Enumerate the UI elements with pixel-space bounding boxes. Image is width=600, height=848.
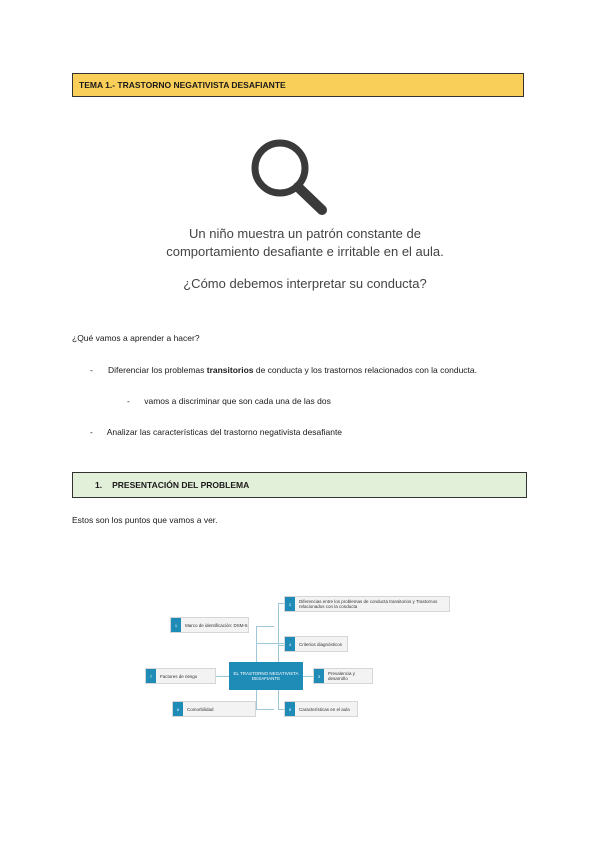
node-number: 5 [285,702,295,716]
topic-title-box [72,73,524,97]
intro-question: ¿Cómo debemos interpretar su conducta? [183,276,427,291]
magnifying-glass-icon [248,137,330,217]
diagram-center-node: EL TRASTORNO NEGATIVISTA DESAFIANTE [229,662,303,690]
connector-line [256,626,274,627]
sub-bullet-item [127,394,331,408]
node-number: 4 [285,637,295,651]
learn-question: ¿Qué vamos a aprender a hacer? [72,333,200,343]
node-number: 6 [173,702,183,716]
connector-line [303,676,313,677]
connector-line [216,676,229,677]
connector-line [256,643,286,644]
diagram-node [284,636,348,652]
node-number: 7 [146,669,156,683]
points-intro: Estos son los puntos que vamos a ver. [72,515,218,525]
node-label: Marco de identificación: DSM-5 [185,622,248,628]
diagram-node [284,596,450,612]
section-number: 1. [95,480,103,490]
node-label: Prevalencia y desarrollo [328,671,356,681]
node-label: Factores de riesgo [160,673,198,679]
node-number: 2 [285,597,295,611]
bullet-dash: - [90,365,93,375]
node-number: 1 [171,618,181,632]
intro-line-2: comportamiento desafiante e irritable en el aula. [166,244,444,259]
diagram-node [172,701,256,717]
bullet-text: vamos a discriminar que son cada una de las dos [144,396,331,406]
topics-diagram [140,590,460,730]
section-heading-box [72,472,527,498]
topic-title: TEMA 1.- TRASTORNO NEGATIVISTA DESAFIANTE [79,80,286,90]
diagram-node [313,668,373,684]
node-label: Diferencias entre los problemas de conducta transitorios y Trastornos relacionados con la conducta [299,599,438,609]
intro-line-1: Un niño muestra un patrón constante de [189,226,421,241]
connector-line [278,603,279,709]
diagram-node [145,668,216,684]
node-label: Comorbilidad [187,706,214,712]
section-title: PRESENTACIÓN DEL PROBLEMA [112,480,250,490]
bullet-item [90,425,342,439]
connector-line [256,709,274,710]
bullet-dash: - [127,396,130,406]
node-label: Características en el aula [299,706,350,712]
node-number: 3 [314,669,324,683]
node-label: Criterios diagnósticos [299,641,343,647]
bullet-text: Diferenciar los problemas transitorios de conducta y los trastornos relacionados con la conducta. [108,365,477,375]
diagram-node [170,617,249,633]
diagram-node [284,701,358,717]
bullet-text: Analizar las características del trastorno negativista desafiante [106,427,343,437]
bullet-dash: - [90,427,93,437]
